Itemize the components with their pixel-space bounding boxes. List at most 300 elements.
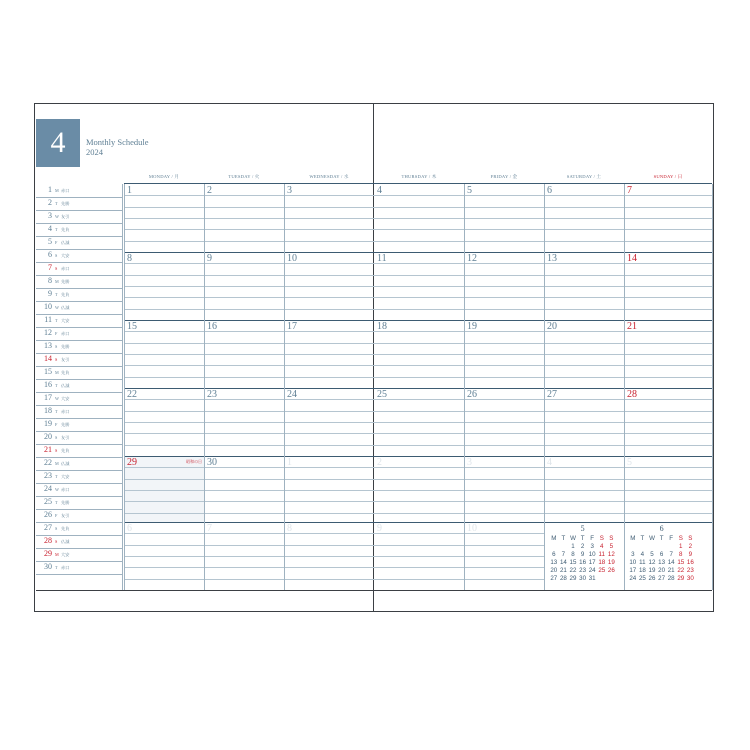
mini-calendar-day: 28 — [559, 574, 567, 582]
sidebar-day-row[interactable] — [36, 236, 122, 250]
mini-calendar-day: 8 — [571, 550, 575, 558]
sidebar-weekday-letter: W — [55, 305, 59, 310]
mini-calendar-day — [549, 542, 559, 550]
mini-calendar-weekday: S — [609, 534, 614, 542]
sidebar-rokuyo: 友引 — [61, 435, 70, 440]
writing-line — [124, 207, 544, 208]
sidebar-weekday-letter: F — [55, 422, 58, 427]
writing-line — [124, 297, 544, 298]
sidebar-weekday-letter: S — [55, 357, 58, 362]
day-number[interactable]: 22 — [127, 389, 137, 400]
day-number[interactable]: 5 — [627, 457, 632, 468]
sidebar-day-row[interactable] — [36, 288, 122, 302]
day-number[interactable]: 19 — [467, 321, 477, 332]
sidebar-day-number: 28 — [44, 536, 52, 545]
writing-line — [544, 218, 712, 219]
weekday-header: WEDNESDAY / 水 — [309, 174, 349, 179]
mini-calendar-day: 14 — [559, 558, 567, 566]
day-number[interactable]: 17 — [287, 321, 297, 332]
sidebar-rokuyo: 大安 — [61, 396, 70, 401]
writing-line — [124, 286, 544, 287]
mini-calendar-day: 21 — [559, 566, 567, 574]
column-divider — [284, 184, 285, 590]
mini-calendar-day: 8 — [679, 550, 683, 558]
mini-calendar-day: 24 — [588, 566, 596, 574]
writing-line — [124, 275, 544, 276]
writing-line — [124, 399, 544, 400]
sidebar-day-number: 29 — [44, 549, 52, 558]
sidebar-day-row[interactable] — [36, 392, 122, 406]
mini-calendar-day: 20 — [550, 566, 558, 574]
day-number[interactable]: 25 — [377, 389, 387, 400]
day-number[interactable]: 7 — [627, 185, 632, 196]
weekday-header: THURSDAY / 木 — [401, 174, 437, 179]
day-number[interactable]: 30 — [207, 457, 217, 468]
sidebar-rokuyo: 先勝 — [61, 344, 70, 349]
mini-calendar-day: 17 — [629, 566, 637, 574]
mini-calendar-day: 19 — [607, 558, 615, 566]
sidebar-weekday-letter: F — [55, 331, 58, 336]
sidebar-rokuyo: 赤口 — [61, 565, 70, 570]
sidebar-day-number: 21 — [44, 445, 52, 454]
mini-calendar-day — [597, 574, 607, 582]
mini-calendar-day: 10 — [588, 550, 596, 558]
day-number[interactable]: 20 — [547, 321, 557, 332]
day-number[interactable]: 13 — [547, 253, 557, 264]
day-number[interactable]: 5 — [467, 185, 472, 196]
column-divider — [624, 184, 625, 590]
sidebar-day-row[interactable] — [36, 470, 122, 484]
mini-calendar-day: 25 — [598, 566, 606, 574]
sidebar-day-number: 4 — [48, 224, 52, 233]
day-number[interactable]: 4 — [547, 457, 552, 468]
sidebar-day-row[interactable] — [36, 301, 122, 315]
writing-line — [544, 297, 712, 298]
weekday-header: SATURDAY / 土 — [566, 174, 602, 179]
mini-calendar-day: 27 — [550, 574, 558, 582]
sidebar-weekday-letter: S — [55, 266, 58, 271]
day-number[interactable]: 8 — [287, 523, 292, 534]
writing-line — [544, 207, 712, 208]
sidebar-rokuyo: 仏滅 — [61, 240, 70, 245]
sidebar-rokuyo: 大安 — [61, 253, 70, 258]
sidebar-weekday-letter: T — [55, 227, 58, 232]
mini-calendar-day: 14 — [667, 558, 675, 566]
sidebar-rokuyo: 大安 — [61, 552, 70, 557]
mini-calendar-day: 18 — [598, 558, 606, 566]
sidebar-weekday-letter: M — [55, 279, 59, 284]
mini-calendar-day: 19 — [648, 566, 656, 574]
mini-calendar-day: 1 — [571, 542, 575, 550]
writing-line — [124, 365, 544, 366]
sidebar-rokuyo: 友引 — [61, 513, 70, 518]
holiday-label: 昭和の日 — [186, 459, 202, 464]
sidebar-day-row[interactable] — [36, 262, 122, 276]
day-number[interactable]: 24 — [287, 389, 297, 400]
sidebar-day-row[interactable] — [36, 249, 122, 263]
mini-calendar-day: 9 — [580, 550, 585, 558]
writing-line — [124, 501, 544, 502]
sidebar-rokuyo: 赤口 — [61, 409, 70, 414]
sidebar-rokuyo: 仏滅 — [61, 383, 70, 388]
sidebar-rokuyo: 赤口 — [61, 266, 70, 271]
sidebar-day-row[interactable] — [36, 353, 122, 367]
month-badge: 4 — [36, 119, 80, 167]
sidebar-rokuyo: 先負 — [61, 526, 70, 531]
sidebar-day-row[interactable] — [36, 223, 122, 237]
mini-calendar-weekday: T — [561, 534, 566, 542]
sidebar-weekday-letter: T — [55, 383, 58, 388]
sidebar-day-number: 5 — [48, 237, 52, 246]
day-number[interactable]: 2 — [207, 185, 212, 196]
mini-calendar-day: 10 — [629, 558, 637, 566]
day-number[interactable]: 8 — [127, 253, 132, 264]
mini-calendar-day: 25 — [638, 574, 646, 582]
sidebar-weekday-letter: T — [55, 201, 58, 206]
sidebar-rokuyo: 大安 — [61, 474, 70, 479]
mini-calendar-day: 3 — [631, 550, 635, 558]
writing-line — [124, 513, 544, 514]
sidebar-weekday-letter: T — [55, 565, 58, 570]
mini-calendar-weekday: M — [551, 534, 557, 542]
sidebar-day-row[interactable] — [36, 418, 122, 432]
mini-calendar-day: 29 — [569, 574, 577, 582]
sidebar-weekday-letter: F — [55, 240, 58, 245]
sidebar-day-row[interactable] — [36, 210, 122, 224]
sidebar-day-number: 23 — [44, 471, 52, 480]
day-number[interactable]: 14 — [627, 253, 637, 264]
day-number[interactable]: 9 — [207, 253, 212, 264]
sidebar-day-number: 10 — [44, 302, 52, 311]
day-number[interactable]: 2 — [377, 457, 382, 468]
sidebar-day-row[interactable] — [36, 483, 122, 497]
sidebar-weekday-letter: T — [55, 318, 58, 323]
mini-calendar-day: 26 — [607, 566, 615, 574]
writing-line — [124, 354, 544, 355]
mini-calendar-day: 12 — [648, 558, 656, 566]
writing-line — [124, 556, 544, 557]
writing-line — [124, 490, 544, 491]
sidebar-rokuyo: 友引 — [61, 357, 70, 362]
mini-calendar-day: 6 — [552, 550, 556, 558]
day-number[interactable]: 10 — [467, 523, 477, 534]
mini-calendar-weekday: T — [580, 534, 585, 542]
mini-calendar-day: 11 — [598, 550, 605, 558]
day-number[interactable]: 15 — [127, 321, 137, 332]
sidebar-rokuyo: 先負 — [61, 448, 70, 453]
writing-line — [124, 567, 544, 568]
mini-calendar-weekday: T — [659, 534, 664, 542]
writing-line — [124, 241, 544, 242]
sidebar-day-row[interactable] — [36, 366, 122, 380]
mini-calendar-day: 18 — [638, 566, 646, 574]
day-number[interactable]: 11 — [377, 253, 387, 264]
sidebar-rokuyo: 赤口 — [61, 188, 70, 193]
mini-calendar-day: 4 — [600, 542, 604, 550]
sidebar-rokuyo: 仏滅 — [61, 539, 70, 544]
day-number[interactable]: 3 — [287, 185, 292, 196]
mini-calendar-day: 16 — [579, 558, 587, 566]
sidebar-weekday-letter: S — [55, 526, 58, 531]
writing-line — [544, 422, 712, 423]
sidebar-day-number: 9 — [48, 289, 52, 298]
day-number[interactable]: 3 — [467, 457, 472, 468]
sidebar-rokuyo: 先負 — [61, 370, 70, 375]
sidebar-weekday-letter: S — [55, 253, 58, 258]
mini-calendar-day: 17 — [588, 558, 596, 566]
sidebar-day-number: 30 — [44, 562, 52, 571]
sidebar-weekday-letter: M — [55, 461, 59, 466]
sidebar-rokuyo: 友引 — [61, 214, 70, 219]
sidebar-day-row[interactable] — [36, 314, 122, 328]
mini-calendar-table — [549, 534, 616, 582]
sidebar-day-number: 14 — [44, 354, 52, 363]
writing-line — [544, 365, 712, 366]
writing-line — [124, 218, 544, 219]
mini-calendar-day: 13 — [658, 558, 666, 566]
sidebar-weekday-letter: T — [55, 500, 58, 505]
writing-line — [124, 422, 544, 423]
column-divider — [712, 184, 713, 590]
sidebar-weekday-letter: W — [55, 214, 59, 219]
writing-line — [124, 445, 544, 446]
mini-calendar-day: 3 — [590, 542, 594, 550]
mini-calendar-month: 5 — [580, 524, 585, 533]
day-number[interactable]: 23 — [207, 389, 217, 400]
sidebar-day-row[interactable] — [36, 275, 122, 289]
sidebar-day-number: 2 — [48, 198, 52, 207]
writing-line — [544, 309, 712, 310]
sidebar-day-number: 18 — [44, 406, 52, 415]
sidebar-day-row[interactable] — [36, 509, 122, 523]
mini-calendar-weekday: W — [649, 534, 655, 542]
day-number[interactable]: 9 — [377, 523, 382, 534]
sidebar-day-row[interactable] — [36, 379, 122, 393]
mini-calendar-weekday: F — [669, 534, 674, 542]
day-number[interactable]: 10 — [287, 253, 297, 264]
column-divider — [204, 184, 205, 590]
mini-calendar-day: 15 — [569, 558, 577, 566]
writing-line — [124, 309, 544, 310]
sidebar-day-row[interactable] — [36, 496, 122, 510]
mini-calendar-day: 23 — [686, 566, 694, 574]
mini-calendar-day: 20 — [658, 566, 666, 574]
sidebar-weekday-letter: M — [55, 188, 59, 193]
mini-calendar-day: 24 — [629, 574, 637, 582]
sidebar-day-number: 24 — [44, 484, 52, 493]
mini-calendar-day — [628, 542, 638, 550]
weekday-header: SUNDAY / 日 — [653, 174, 683, 179]
mini-calendar-day: 4 — [640, 550, 645, 558]
sidebar-day-row[interactable] — [36, 444, 122, 458]
mini-calendar-day: 9 — [688, 550, 693, 558]
bottom-rule — [36, 590, 712, 591]
mini-calendar-day: 15 — [677, 558, 685, 566]
writing-line — [544, 377, 712, 378]
sidebar-weekday-letter: F — [55, 513, 58, 518]
sidebar-rokuyo: 先勝 — [61, 201, 70, 206]
day-number[interactable]: 1 — [287, 457, 292, 468]
weekday-header: MONDAY / 月 — [148, 174, 180, 179]
writing-line — [124, 195, 544, 196]
day-number[interactable]: 18 — [377, 321, 387, 332]
writing-line — [124, 533, 544, 534]
day-number[interactable]: 7 — [207, 523, 212, 534]
mini-calendar-day: 23 — [579, 566, 587, 574]
column-divider — [464, 184, 465, 590]
writing-line — [124, 263, 544, 264]
column-divider — [124, 184, 125, 590]
sidebar-weekday-letter: M — [55, 552, 59, 557]
sidebar-day-number: 19 — [44, 419, 52, 428]
sidebar-day-row[interactable] — [36, 431, 122, 445]
mini-calendar-weekday: T — [640, 534, 645, 542]
day-number[interactable]: 6 — [127, 523, 132, 534]
sidebar-day-number: 13 — [44, 341, 52, 350]
mini-calendar-day: 2 — [688, 542, 693, 550]
sidebar-day-number: 3 — [48, 211, 52, 220]
writing-line — [544, 286, 712, 287]
sidebar-day-number: 26 — [44, 510, 52, 519]
writing-line — [544, 411, 712, 412]
sidebar-rokuyo: 先勝 — [61, 500, 70, 505]
mini-calendar-may — [549, 524, 616, 582]
sidebar-rokuyo: 仏滅 — [61, 461, 70, 466]
sidebar-day-row[interactable] — [36, 561, 122, 575]
sidebar-day-number: 15 — [44, 367, 52, 376]
mini-calendar-weekday: S — [678, 534, 683, 542]
sidebar-weekday-letter: S — [55, 435, 58, 440]
sidebar-day-number: 12 — [44, 328, 52, 337]
mini-calendar-day: 5 — [609, 542, 614, 550]
mini-calendar-day: 30 — [686, 574, 694, 582]
sidebar-day-row[interactable] — [36, 522, 122, 536]
mini-calendar-day: 28 — [667, 574, 675, 582]
sidebar-rokuyo: 先勝 — [61, 279, 70, 284]
weekday-header: TUESDAY / 火 — [228, 174, 260, 179]
sidebar-day-number: 11 — [44, 315, 52, 324]
day-number[interactable]: 16 — [207, 321, 217, 332]
sidebar-rokuyo: 仏滅 — [61, 305, 70, 310]
writing-line — [544, 433, 712, 434]
writing-line — [124, 579, 544, 580]
sidebar-day-number: 17 — [44, 393, 52, 402]
sidebar-day-number: 1 — [48, 185, 52, 194]
sidebar-day-row[interactable] — [36, 535, 122, 549]
sidebar-weekday-letter: T — [55, 292, 58, 297]
mini-calendar-day: 13 — [550, 558, 558, 566]
column-divider — [544, 184, 545, 590]
day-number[interactable]: 26 — [467, 389, 477, 400]
writing-line — [544, 241, 712, 242]
mini-calendar-day: 7 — [561, 550, 566, 558]
mini-calendar-day: 6 — [659, 550, 664, 558]
mini-calendar-day: 21 — [667, 566, 675, 574]
mini-calendar-day — [657, 542, 667, 550]
writing-line — [124, 433, 544, 434]
sidebar-rokuyo: 赤口 — [61, 487, 70, 492]
mini-calendar-day: 16 — [686, 558, 694, 566]
mini-calendar-june — [628, 524, 695, 582]
mini-calendar-day — [666, 542, 676, 550]
mini-calendar-day: 11 — [639, 558, 646, 566]
sidebar-day-number: 16 — [44, 380, 52, 389]
mini-calendar-day: 22 — [569, 566, 577, 574]
sidebar-day-number: 27 — [44, 523, 52, 532]
schedule-title — [86, 137, 149, 157]
sidebar-day-row[interactable] — [36, 340, 122, 354]
mini-calendar-day: 5 — [650, 550, 654, 558]
sidebar-day-row[interactable] — [36, 457, 122, 471]
sidebar-day-row[interactable] — [36, 405, 122, 419]
mini-calendar-table — [628, 534, 695, 582]
day-number[interactable]: 12 — [467, 253, 477, 264]
writing-line — [124, 411, 544, 412]
writing-line — [544, 501, 712, 502]
title-text: Monthly Schedule — [86, 137, 149, 147]
mini-calendar-weekday: S — [688, 534, 693, 542]
writing-line — [544, 354, 712, 355]
day-number[interactable]: 27 — [547, 389, 557, 400]
day-number[interactable]: 6 — [547, 185, 552, 196]
sidebar-weekday-letter: T — [55, 474, 58, 479]
day-number[interactable]: 28 — [627, 389, 637, 400]
sidebar-day-number: 22 — [44, 458, 52, 467]
writing-line — [544, 343, 712, 344]
sidebar-day-number: 6 — [48, 250, 52, 259]
sidebar-weekday-letter: M — [55, 370, 59, 375]
writing-line — [124, 467, 544, 468]
writing-line — [544, 229, 712, 230]
day-number[interactable]: 21 — [627, 321, 637, 332]
mini-calendar-day: 29 — [677, 574, 685, 582]
mini-calendar-day: 22 — [677, 566, 685, 574]
writing-line — [124, 545, 544, 546]
writing-line — [544, 275, 712, 276]
mini-calendar-day: 1 — [679, 542, 683, 550]
sidebar-weekday-letter: W — [55, 487, 59, 492]
mini-calendar-day — [647, 542, 657, 550]
mini-calendar-weekday: F — [590, 534, 595, 542]
weekday-header: FRIDAY / 金 — [490, 174, 518, 179]
sidebar-day-number: 7 — [48, 263, 52, 272]
sidebar-rokuyo: 先負 — [61, 292, 70, 297]
sidebar-weekday-letter: W — [55, 396, 59, 401]
mini-calendar-day: 27 — [658, 574, 666, 582]
mini-calendar-weekday: S — [599, 534, 604, 542]
mini-calendar-day — [638, 542, 648, 550]
writing-line — [544, 490, 712, 491]
mini-calendar-weekday: M — [630, 534, 636, 542]
sidebar-divider — [122, 184, 123, 590]
writing-line — [544, 445, 712, 446]
sidebar-day-row[interactable] — [36, 548, 122, 562]
sidebar-day-row[interactable] — [36, 197, 122, 211]
writing-line — [544, 479, 712, 480]
day-number[interactable]: 4 — [377, 185, 382, 196]
day-number[interactable]: 29 — [127, 457, 137, 468]
writing-line — [124, 377, 544, 378]
mini-calendar-day: 12 — [607, 550, 615, 558]
year-text: 2024 — [86, 147, 103, 157]
day-number[interactable]: 1 — [127, 185, 132, 196]
sidebar-day-row[interactable] — [36, 327, 122, 341]
sidebar-rokuyo: 先勝 — [61, 422, 70, 427]
sidebar-day-row[interactable] — [36, 184, 122, 198]
sidebar-weekday-letter: S — [55, 448, 58, 453]
mini-calendar-day: 26 — [648, 574, 656, 582]
sidebar-rokuyo: 大安 — [61, 318, 70, 323]
